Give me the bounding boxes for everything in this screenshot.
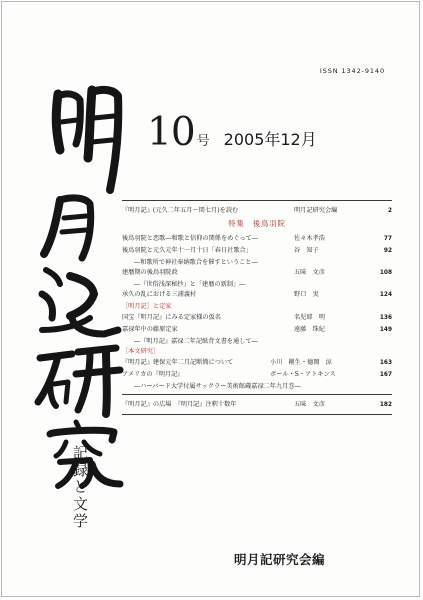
toc-entry-title: 国宝『明月記』にみる定家様の仮名 bbox=[122, 314, 221, 321]
toc-entry-subtitle-text: ―和歌所で神社奉納歌合を催すということ― bbox=[134, 259, 258, 266]
toc-entry-page: 182 bbox=[379, 402, 392, 408]
toc-entry-title: 『明月記』(元久二年五月～閏七月)を読む bbox=[122, 207, 239, 214]
toc-entry bbox=[122, 324, 392, 336]
toc-entry-author: 野口 実 bbox=[294, 291, 319, 298]
toc-entry-page: 2 bbox=[387, 208, 392, 214]
toc-entry bbox=[122, 312, 392, 324]
toc-entry-subtitle bbox=[122, 336, 392, 346]
toc-entry-author: 遠藤 珠紀 bbox=[294, 326, 325, 333]
toc-entry bbox=[122, 245, 392, 257]
table-of-contents bbox=[122, 197, 392, 419]
toc-entry-title: 『明月記』建保元年二月記断簡について bbox=[122, 359, 234, 366]
toc-entry-subtitle-text: ―ハーバード大学付属サックラー美術館蔵嘉禄二年九月巻― bbox=[134, 383, 301, 390]
toc-entry-subtitle bbox=[122, 257, 392, 267]
toc-entry-page: 124 bbox=[379, 292, 392, 298]
toc-entry-page: 149 bbox=[379, 327, 392, 333]
toc-entry-title: 建暦期の後鳥羽院政 bbox=[122, 269, 178, 276]
journal-cover bbox=[1, 1, 420, 597]
toc-entry-author: 五味 文彦 bbox=[294, 401, 325, 408]
toc-entry-title: 後鳥羽院と元久元年十一月十日「春日社歌合」 bbox=[122, 247, 252, 254]
toc-entry-subtitle-text: ―『明月記』嘉禄二年記紙背文書を通して― bbox=[134, 338, 258, 345]
issue-number-suffix: 号 bbox=[196, 134, 210, 149]
toc-entry-title: 嘉禄年中の藤原定家 bbox=[122, 326, 178, 333]
toc-entry-page: 108 bbox=[379, 270, 392, 276]
issn-number: ISSN 1342-9140 bbox=[319, 67, 385, 75]
toc-entry-author: 名児耶 明 bbox=[294, 314, 325, 321]
toc-feature-heading: 特集 後鳥羽院 bbox=[228, 219, 286, 228]
toc-section-heading: ［明月記］と定家 bbox=[122, 303, 172, 310]
toc-entry bbox=[122, 289, 392, 301]
calligraphy-char-getsu bbox=[44, 198, 91, 258]
toc-entry-title: アメリカの『明月記』 bbox=[122, 371, 184, 378]
toc-entry-author: 小川 剛生・德岡 涼 bbox=[270, 359, 332, 366]
calligraphy-char-ken bbox=[38, 348, 120, 414]
calligraphy-char-mei bbox=[56, 90, 118, 190]
toc-entry-subtitle-text: ―『世俗浅深秘抄』と「建暦の新制」― bbox=[134, 281, 246, 288]
toc-bottom-rule bbox=[122, 414, 392, 415]
toc-entry-author: 谷 知子 bbox=[294, 247, 319, 254]
journal-title-calligraphy bbox=[20, 72, 136, 492]
toc-entry bbox=[122, 267, 392, 279]
toc-entry bbox=[122, 205, 392, 217]
issue-date: 2005年12月 bbox=[223, 130, 317, 149]
toc-entry-page: 92 bbox=[383, 248, 392, 254]
toc-entry-author: 明月記研究会編 bbox=[294, 207, 338, 214]
journal-subtitle: 記録と文学 bbox=[71, 445, 89, 530]
toc-entry-page: 163 bbox=[379, 360, 392, 366]
toc-entry-author: 五味 文彦 bbox=[294, 269, 325, 276]
toc-entry-title: 後鳥羽院と恋歌―和歌と信仰の関係をめぐって― bbox=[122, 235, 258, 242]
toc-entry-subtitle bbox=[122, 279, 392, 289]
toc-entry-author: ボール・S・アトキンス bbox=[270, 371, 336, 378]
toc-entry-title: 承久の乱における三浦義村 bbox=[122, 291, 197, 298]
calligraphy-svg bbox=[20, 72, 136, 492]
toc-entry bbox=[122, 399, 392, 411]
toc-section-heading: ［本文研究］ bbox=[122, 348, 160, 355]
issue-info bbox=[147, 110, 317, 155]
toc-entry bbox=[122, 369, 392, 381]
publisher-name: 明月記研究会編 bbox=[234, 552, 326, 567]
toc-entry-page: 167 bbox=[379, 372, 392, 378]
toc-entry-page: 136 bbox=[379, 315, 392, 321]
toc-top-rule bbox=[122, 200, 392, 201]
toc-entry-title: 『明月記』の広場 『明月記』注釈十数年 bbox=[122, 401, 237, 408]
issue-number: 10 bbox=[147, 110, 195, 155]
toc-entry-subtitle bbox=[122, 381, 392, 391]
toc-entry-author: 佐々木孝浩 bbox=[294, 235, 325, 242]
toc-divider-rule bbox=[122, 394, 392, 395]
calligraphy-char-ki bbox=[42, 270, 118, 334]
toc-entry-page: 77 bbox=[383, 236, 392, 242]
toc-entry bbox=[122, 357, 392, 369]
toc-entry bbox=[122, 233, 392, 245]
